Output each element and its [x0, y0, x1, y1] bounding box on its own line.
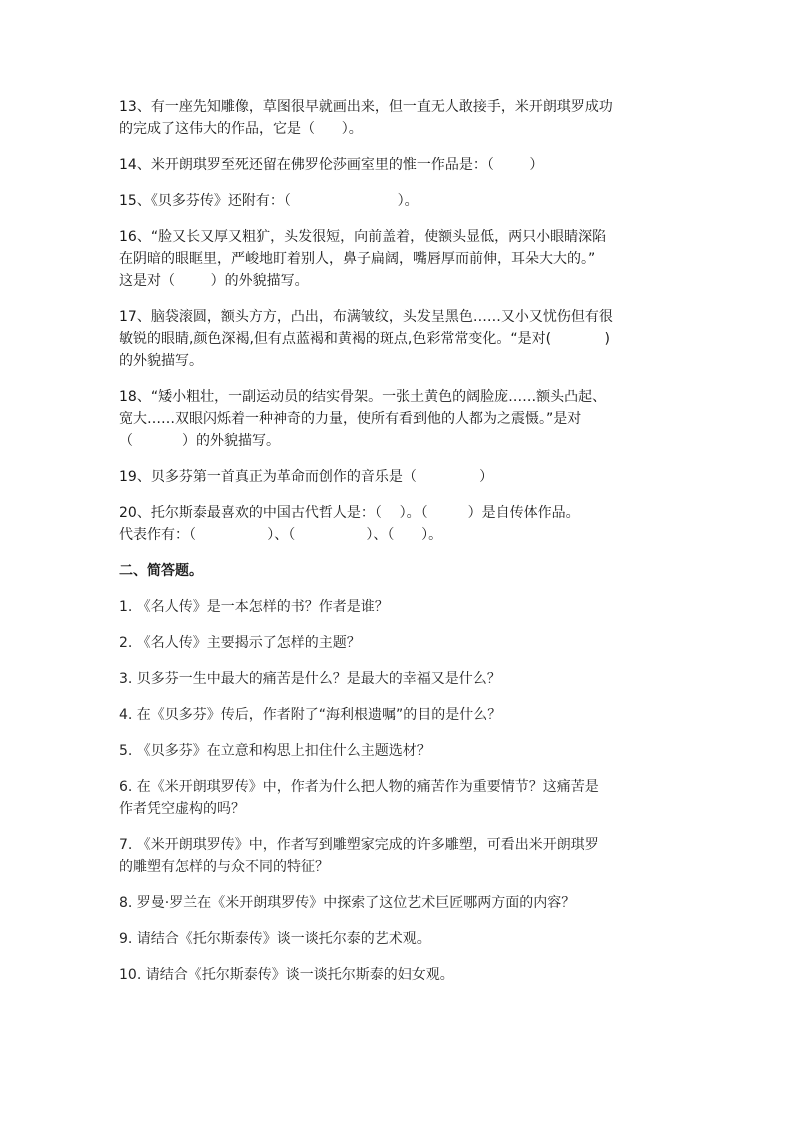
- short-answer-question-sa10: [119, 964, 699, 986]
- fill-in-question-q14: [119, 154, 699, 176]
- section-title: 二、简答题。: [119, 563, 203, 579]
- question-line: 5. 《贝多芬》在立意和构思上扣住什么主题选材？: [119, 743, 431, 759]
- question-line: 4. 在《贝多芬》传后，作者附了“海利根遗嘱”的目的是什么？: [119, 707, 502, 723]
- question-line: 14、米开朗琪罗至死还留在佛罗伦莎画室里的惟一作品是：（ ）: [119, 157, 544, 173]
- short-answer-question-sa3: [119, 668, 699, 690]
- fill-in-question-q13: [119, 96, 699, 140]
- question-line: 敏锐的眼睛,颜色深褐,但有点蓝褐和黄褐的斑点,色彩常常变化。“是对( ): [119, 331, 610, 347]
- fill-in-question-q15: [119, 190, 699, 212]
- question-line: 15、《贝多芬传》还附有：（ ）。: [119, 193, 419, 209]
- worksheet-page: [119, 96, 699, 1000]
- question-line: 1. 《名人传》是一本怎样的书？作者是谁？: [119, 599, 389, 615]
- question-line: 的外貌描写。: [119, 353, 203, 369]
- short-answer-question-sa7: [119, 834, 699, 878]
- fill-in-questions: [119, 96, 699, 546]
- question-line: 18、“矮小粗壮，一副运动员的结实骨架。一张土黄色的阔脸庞……额头凸起、: [119, 389, 607, 405]
- question-line: 17、脑袋滚圆，额头方方，凸出，布满皱纹，头发呈黑色……又小又忧伤但有很: [119, 309, 613, 325]
- short-answer-questions: [119, 596, 699, 986]
- question-line: 6. 在《米开朗琪罗传》中，作者为什么把人物的痛苦作为重要情节？这痛苦是: [119, 779, 599, 795]
- short-answer-question-sa8: [119, 892, 699, 914]
- question-line: 20、托尔斯泰最喜欢的中国古代哲人是：（ ）。（ ）是自传体作品。: [119, 505, 580, 521]
- fill-in-question-q16: [119, 226, 699, 292]
- short-answer-question-sa5: [119, 740, 699, 762]
- question-line: 代表作有：（ ）、（ ）、（ ）。: [119, 527, 443, 543]
- question-line: 这是对（ ）的外貌描写。: [119, 273, 309, 289]
- question-line: 在阴暗的眼眶里，严峻地盯着别人，鼻子扁阔，嘴唇厚而前伸，耳朵大大的。”: [119, 251, 596, 267]
- short-answer-question-sa1: [119, 596, 699, 618]
- question-line: 3. 贝多芬一生中最大的痛苦是什么？是最大的幸福又是什么？: [119, 671, 501, 687]
- question-line: （ ）的外貌描写。: [119, 433, 280, 449]
- fill-in-question-q19: [119, 466, 699, 488]
- question-line: 2. 《名人传》主要揭示了怎样的主题？: [119, 635, 361, 651]
- question-line: 9. 请结合《托尔斯泰传》谈一谈托尔泰的艺术观。: [119, 931, 431, 947]
- question-line: 的完成了这伟大的作品，它是（ ）。: [119, 121, 363, 137]
- question-line: 19、贝多芬第一首真正为革命而创作的音乐是（ ）: [119, 469, 494, 485]
- short-answer-question-sa2: [119, 632, 699, 654]
- question-line: 7. 《米开朗琪罗传》中，作者写到雕塑家完成的许多雕塑，可看出米开朗琪罗: [119, 837, 599, 853]
- question-line: 宽大……双眼闪烁着一种神奇的力量，使所有看到他的人都为之震慑。”是对: [119, 411, 582, 427]
- fill-in-question-q18: [119, 386, 699, 452]
- question-line: 13、有一座先知雕像，草图很早就画出来，但一直无人敢接手，米开朗琪罗成功: [119, 99, 613, 115]
- question-line: 作者凭空虚构的吗？: [119, 801, 245, 817]
- short-answer-question-sa9: [119, 928, 699, 950]
- fill-in-question-q20: [119, 502, 699, 546]
- question-line: 16、“脸又长又厚又粗犷，头发很短，向前盖着，使额头显低，两只小眼睛深陷: [119, 229, 607, 245]
- question-line: 的雕塑有怎样的与众不同的特征？: [119, 859, 329, 875]
- short-answer-question-sa6: [119, 776, 699, 820]
- short-answer-question-sa4: [119, 704, 699, 726]
- fill-in-question-q17: [119, 306, 699, 372]
- question-line: 10. 请结合《托尔斯泰传》谈一谈托尔斯泰的妇女观。: [119, 967, 454, 983]
- question-line: 8. 罗曼·罗兰在《米开朗琪罗传》中探索了这位艺术巨匠哪两方面的内容？: [119, 895, 576, 911]
